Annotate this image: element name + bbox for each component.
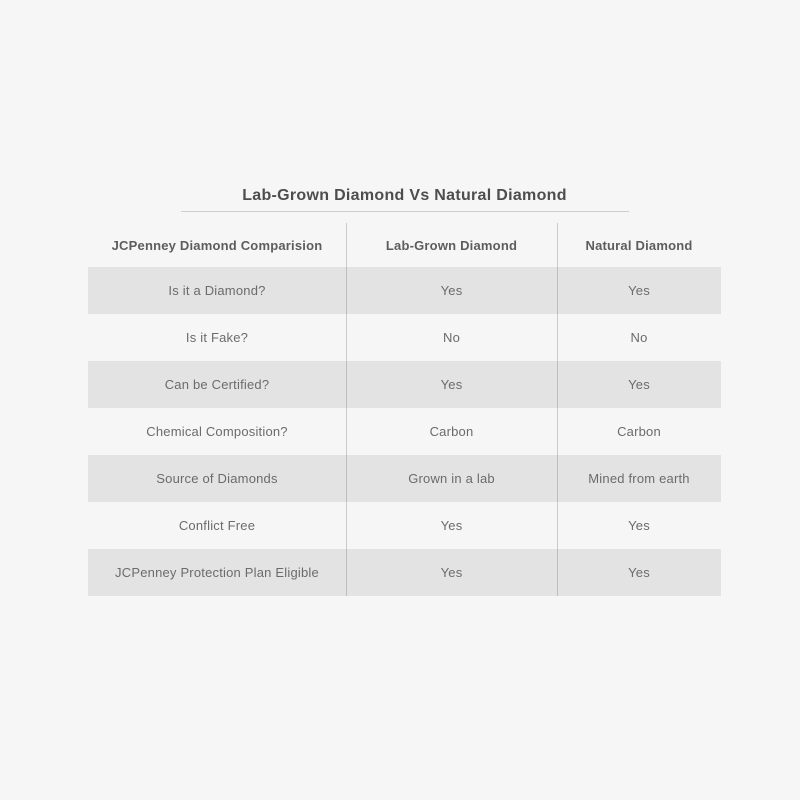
lab-grown-value-cell: Yes xyxy=(440,518,463,533)
natural-value-cell: Yes xyxy=(628,565,650,580)
natural-value-cell: Mined from earth xyxy=(588,471,690,486)
comparison-chart xyxy=(88,186,721,596)
row-label-cell: Chemical Composition? xyxy=(146,424,288,439)
lab-grown-value-cell: Yes xyxy=(440,283,463,298)
natural-value-cell: Yes xyxy=(628,518,650,533)
lab-grown-value-cell: Carbon xyxy=(429,424,474,439)
row-label-cell: Is it Fake? xyxy=(185,330,249,345)
table-header-row xyxy=(88,223,721,267)
column-divider xyxy=(346,223,347,596)
comparison-table xyxy=(88,223,721,596)
table-body xyxy=(88,267,721,596)
row-label-cell: Is it a Diamond? xyxy=(168,283,266,298)
column-divider xyxy=(557,223,558,596)
table-row xyxy=(88,314,721,361)
header-cell-comparison: JCPenney Diamond Comparision xyxy=(111,237,323,253)
table-row xyxy=(88,502,721,549)
natural-value-cell: Carbon xyxy=(617,424,661,439)
row-label-cell: JCPenney Protection Plan Eligible xyxy=(115,565,319,580)
header-cell-lab-grown: Lab-Grown Diamond xyxy=(385,237,518,253)
page-title: Lab-Grown Diamond Vs Natural Diamond xyxy=(242,187,567,204)
natural-value-cell: Yes xyxy=(628,377,650,392)
row-label-cell: Conflict Free xyxy=(178,518,256,533)
lab-grown-value-cell: Grown in a lab xyxy=(408,471,495,486)
row-label-cell: Source of Diamonds xyxy=(156,471,278,486)
table-row xyxy=(88,549,721,596)
natural-value-cell: No xyxy=(630,330,648,345)
lab-grown-value-cell: Yes xyxy=(440,377,463,392)
table-row xyxy=(88,455,721,502)
lab-grown-value-cell: Yes xyxy=(440,565,463,580)
table-row xyxy=(88,361,721,408)
natural-value-cell: Yes xyxy=(628,283,650,298)
table-row xyxy=(88,408,721,455)
title-underline xyxy=(181,211,629,212)
table-row xyxy=(88,267,721,314)
header-cell-natural: Natural Diamond xyxy=(585,237,693,253)
row-label-cell: Can be Certified? xyxy=(164,377,270,392)
lab-grown-value-cell: No xyxy=(442,330,461,345)
